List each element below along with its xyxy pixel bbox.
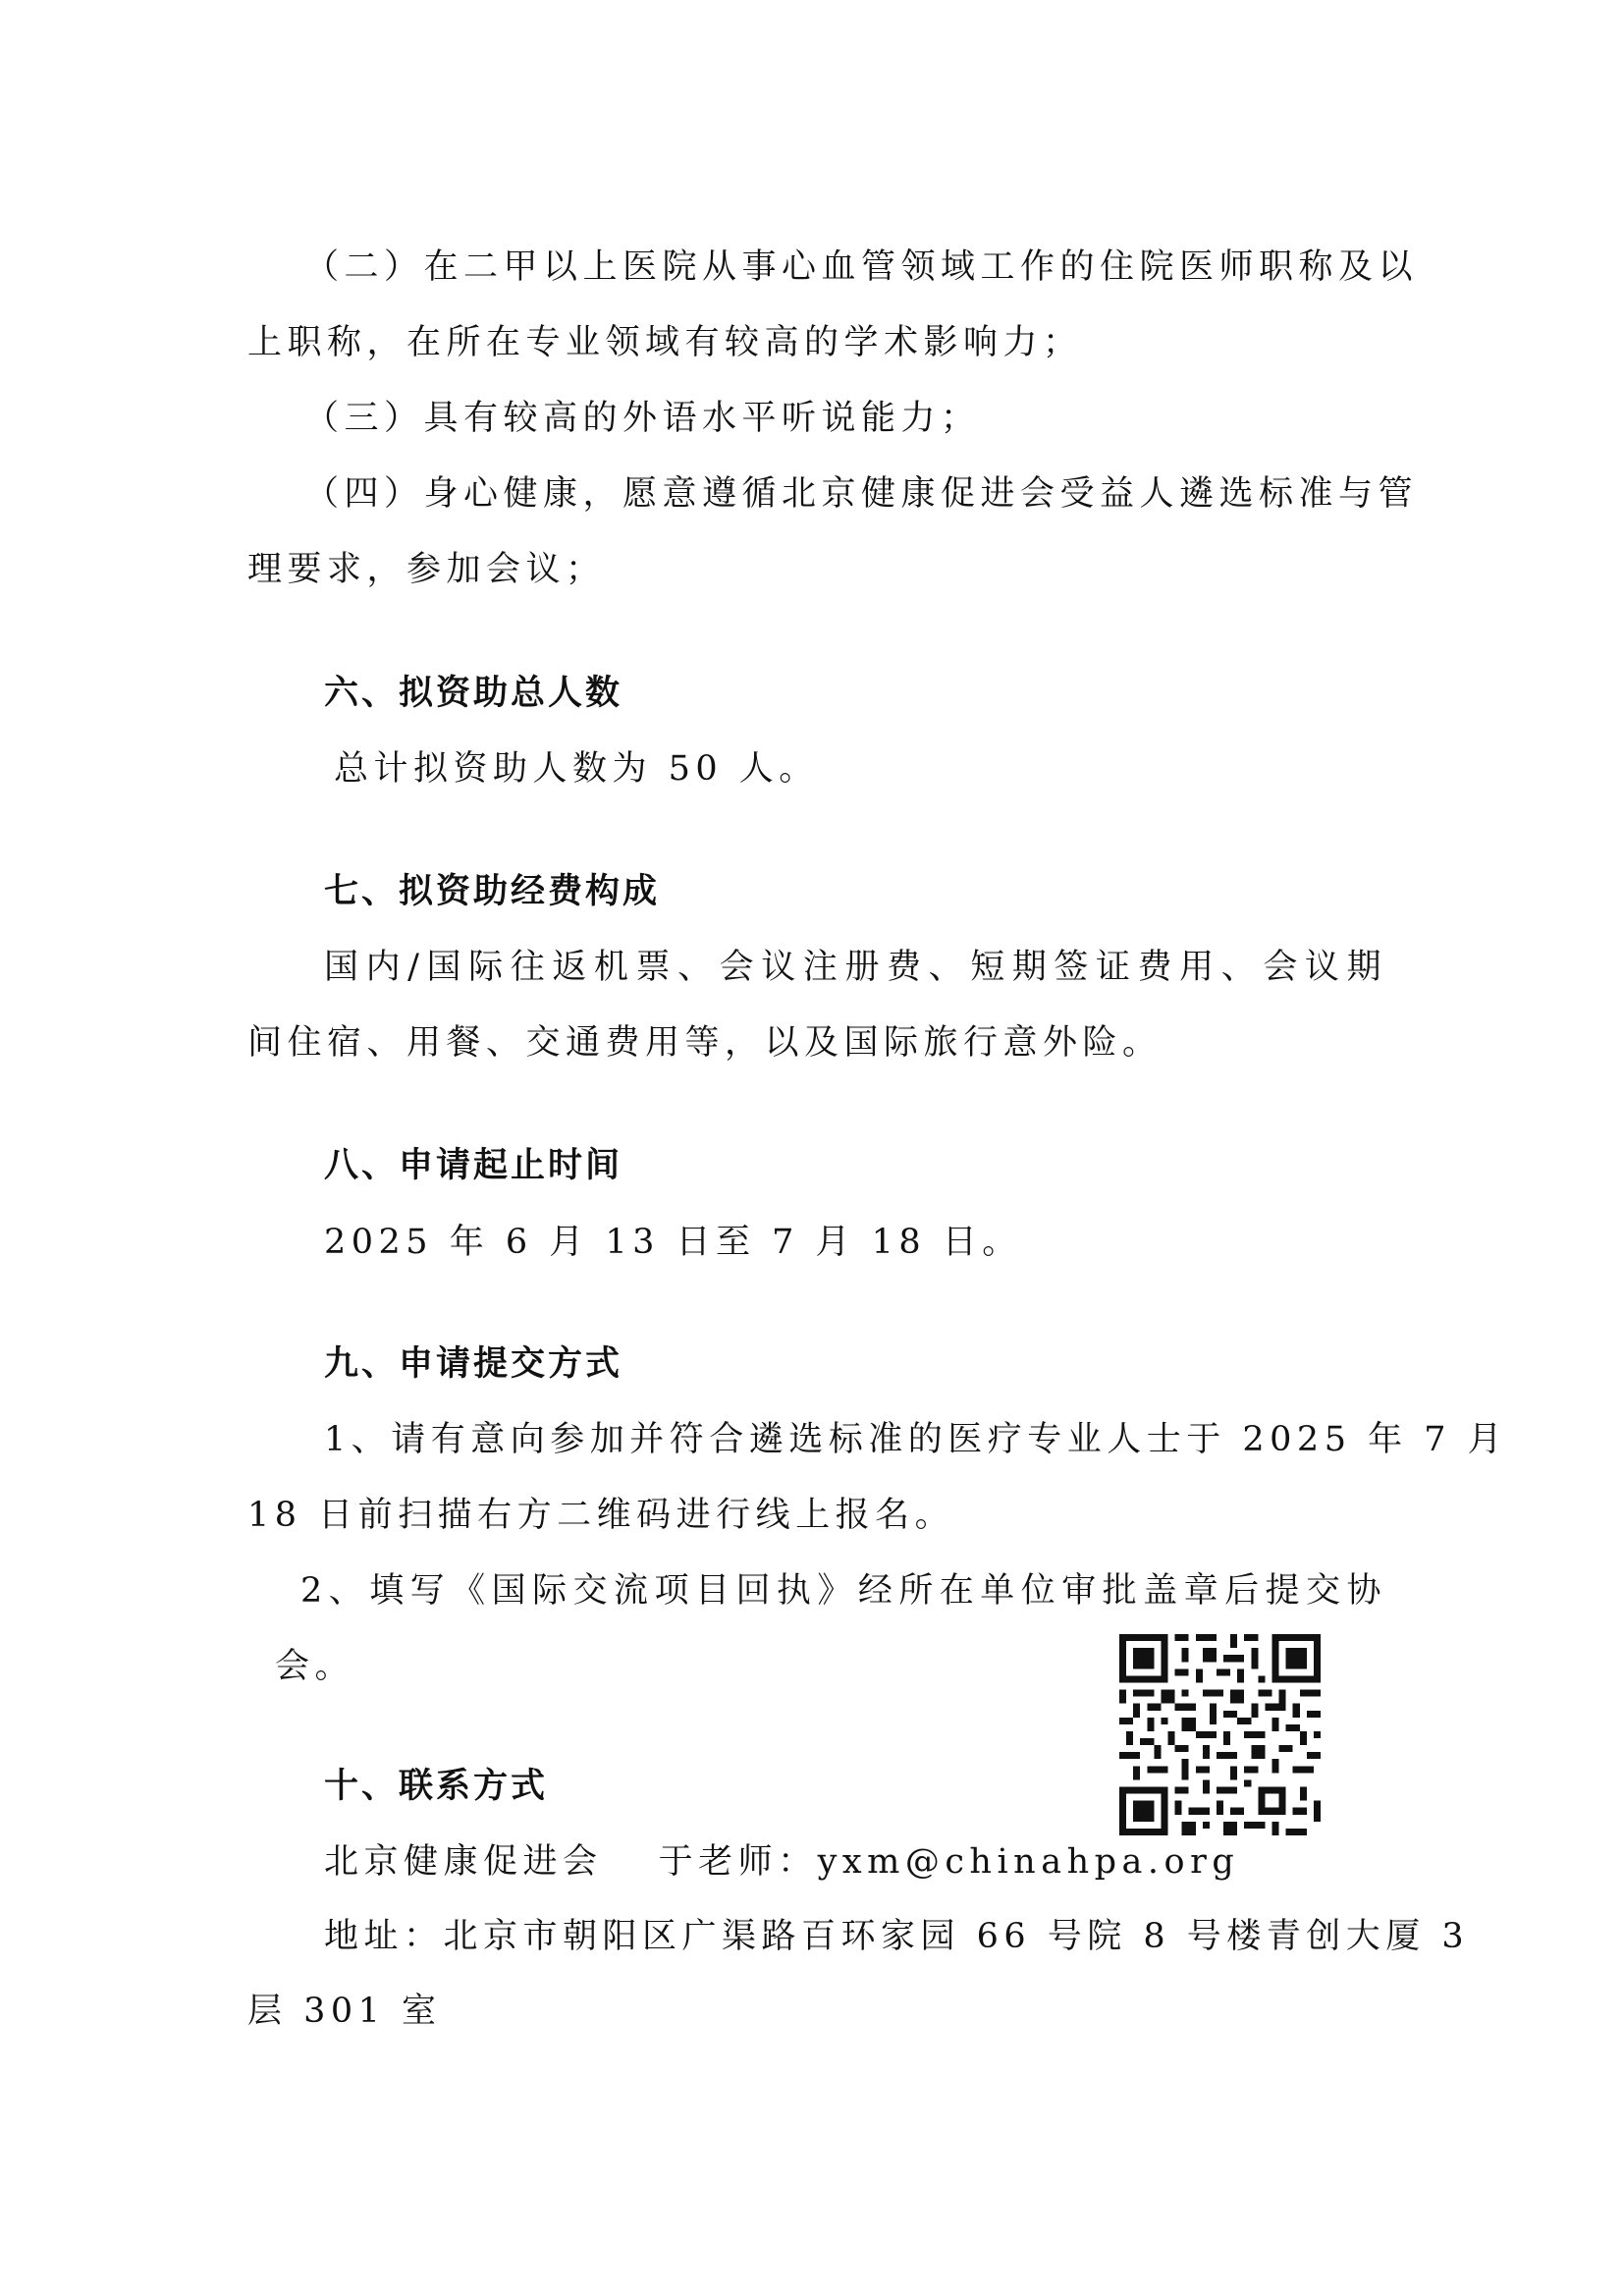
qualification-item-4-line-1: （四）身心健康，愿意遵循北京健康促进会受益人遴选标准与管: [304, 474, 1419, 514]
section-9-item-1-line-1: 1、请有意向参加并符合遴选标准的医疗专业人士于 2025 年 7 月: [324, 1420, 1508, 1459]
section-9-item-2-line-2: 会。: [275, 1647, 355, 1686]
section-10-heading: 十、联系方式: [324, 1767, 549, 1806]
section-8-heading: 八、申请起止时间: [324, 1146, 623, 1185]
section-9-heading: 九、申请提交方式: [324, 1344, 623, 1384]
qualification-item-3: （三）具有较高的外语水平听说能力；: [304, 399, 981, 438]
section-9-item-2-line-1: 2、填写《国际交流项目回执》经所在单位审批盖章后提交协: [300, 1571, 1386, 1611]
section-6-body: 总计拟资助人数为 50 人。: [334, 749, 819, 789]
section-10-contact: 北京健康促进会 于老师：yxm@chinahpa.org: [324, 1842, 1240, 1882]
qualification-item-2-line-1: （二）在二甲以上医院从事心血管领域工作的住院医师职称及以: [304, 247, 1419, 287]
qr-code-icon[interactable]: [1119, 1634, 1321, 1835]
section-7-body-line-1: 国内/国际往返机票、会议注册费、短期签证费用、会议期: [324, 948, 1386, 987]
section-10-address-line-1: 地址：北京市朝阳区广渠路百环家园 66 号院 8 号楼青创大厦 3: [324, 1917, 1470, 1956]
section-6-heading: 六、拟资助总人数: [324, 674, 623, 713]
section-10-address-line-2: 层 301 室: [247, 1992, 442, 2031]
qualification-item-2-line-2: 上职称，在所在专业领域有较高的学术影响力；: [247, 323, 1083, 362]
qualification-item-4-line-2: 理要求，参加会议；: [247, 550, 606, 589]
section-7-heading: 七、拟资助经费构成: [324, 872, 661, 911]
section-9-item-1-line-2: 18 日前扫描右方二维码进行线上报名。: [247, 1496, 955, 1535]
section-8-body: 2025 年 6 月 13 日至 7 月 18 日。: [324, 1223, 1022, 1262]
section-7-body-line-2: 间住宿、用餐、交通费用等，以及国际旅行意外险。: [247, 1023, 1163, 1063]
